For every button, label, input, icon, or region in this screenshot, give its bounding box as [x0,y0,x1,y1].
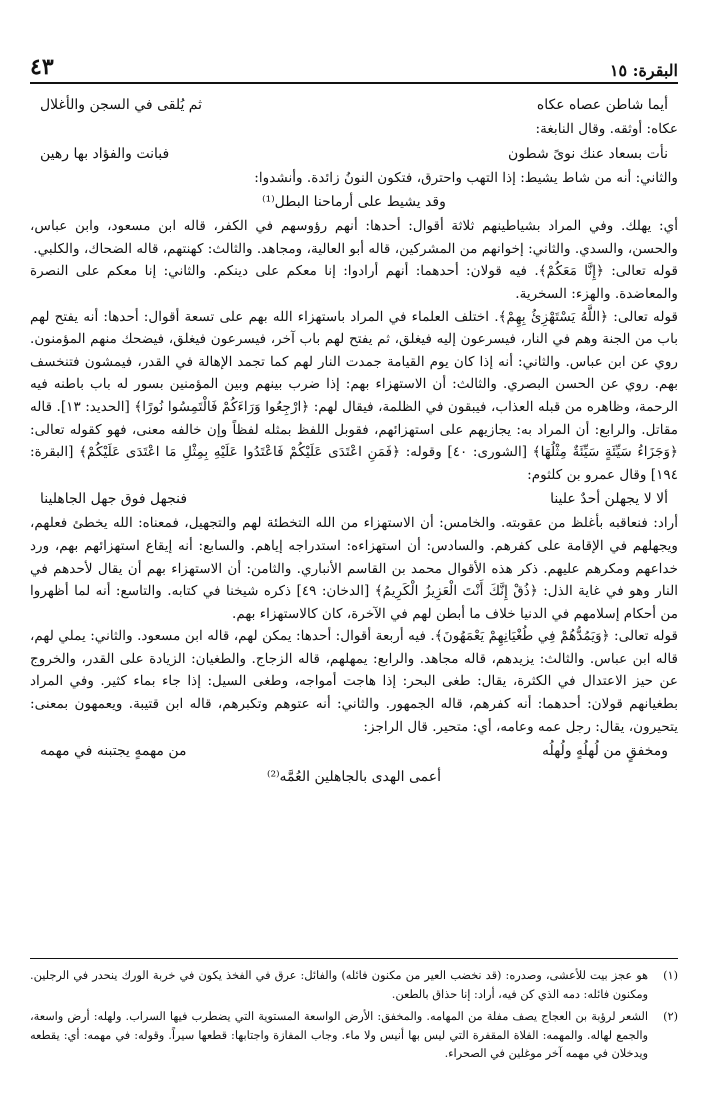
footnote-number: (٢) [663,1010,678,1023]
verse-first-hemistich: ومخفقٍ من لُهلُهٍ ولُهلُه [541,743,668,760]
verse-hemistich: أعمى الهدى بالجاهلين العُمَّه⁽²⁾ [267,769,441,786]
footnote-text: الشعر لرؤبة بن العجاج يصف مفلة من المهامه. والمخفق: الأرض الواسعة المستوية التي يضطرب فيها السراب. ولهله: أرض واسعة، والجمع لهاله. والمهمه: الفلاة المقفرة التي ليس بها أنيس ولا ماء. وجاب المفازة واجتابها: قطعها سيراً. وقوله: في مهمه: أي: يقطعه ويدخلان في مهمه آخر موغلين في الصحراء. [30,1010,648,1060]
verse-second-hemistich: من مهمهٍ يجتبنه في مهمه [40,743,187,760]
running-head: البقرة: ١٥ [609,61,678,80]
paragraph: قوله تعالى: ﴿إِنَّا مَعَكُمْ﴾. فيه قولان: أحدهما: أنهم أرادوا: إنا معكم على دينكم. والثاني: إنا معكم على النصرة والمعاضدة. والهزء: السخرية. [30,263,678,302]
footnotes [30,958,678,1068]
verse-second-hemistich: فبانت والفؤاد بها رهين [40,145,170,162]
paragraph: قوله تعالى: ﴿وَيَمُدُّهُمْ فِي طُغْيَانِهِمْ يَعْمَهُونَ﴾. فيه أربعة أقوال: أحدها: يمكن لهم، قاله ابن مسعود. والثاني: يملي لهم، قاله ابن عباس. والثالث: يزيدهم، قاله مجاهد. والرابع: يمهلهم، قاله الزجاج. والطغيان: الزيادة على القدر، والخروج عن حيز الاعتدال في الكثرة، يقال: طغى البحر: إذا هاجت أمواجه، وطغى السيل: إذا جاء بماء كثير. وفي المراد بطغيانهم قولان: أحدهما: أنه كفرهم، قاله الجمهور. والثاني: أنه عتوهم وتكبرهم، قاله ابن قتيبة. ويعمهون بمعنى: يتحيرون، يقال: رجل عمه وعامه، أي: متحير. قال الراجز: [30,628,678,735]
footnote-text: هو عجز بيت للأعشى، وصدره: (قد نخضب العير من مكنون فائله) والفائل: عرق في الفخذ يكون في خربة الورك ينحدر في الرجلين. ومكنون فائله: دمه الذي كن فيه، أراد: إنا حذاق بالطعن. [30,969,648,1001]
paragraph: قوله تعالى: ﴿اللَّهُ يَسْتَهْزِئُ بِهِمْ﴾. اختلف العلماء في المراد باستهزاء الله بهم على تسعة أقوال: أحدها: أنه يفتح لهم باب من الجنة وهم في النار، فيسرعون إليه فيغلق، ثم يفتح لهم باب آخر، فيسرعون فيغلق، فيضحك منهم المؤمنون. روي عن ابن عباس. والثاني: أنه إذا كان يوم القيامة جمدت النار لهم كما تجمد الإهالة في القدر، فيمشون فتنخسف بهم. روي عن الحسن البصري. والثالث: أن الاستهزاء بهم: إذا ضرب بينهم وبين المؤمنين بسور له باب باطنه فيه الرحمة، وظاهره من قبله العذاب، فيبقون في الظلمة، فيقال لهم: ﴿ارْجِعُوا وَرَاءَكُمْ فَالْتَمِسُوا نُورًا﴾ [الحديد: ١٣]. قاله مقاتل. والرابع: أن المراد به: يجازيهم على استهزائهم، فقوبل اللفظ بمثله لفظاً وإن خالفه معنى، فهو كقوله تعالى: ﴿وَجَزَاءُ سَيِّئَةٍ سَيِّئَةٌ مِثْلُهَا﴾ [الشورى: ٤٠] وقوله: ﴿فَمَنِ اعْتَدَى عَلَيْكُمْ فَاعْتَدُوا عَلَيْهِ بِمِثْلِ مَا اعْتَدَى عَلَيْكُمْ﴾ [البقرة: ١٩٤] وقال عمرو بن كلثوم: [30,308,679,483]
main-text [30,92,678,790]
paragraph: والثاني: أنه من شاط يشيط: إذا التهب واحترق، فتكون النونُ زائدة. وأنشدوا: [254,169,678,186]
verse-line [30,141,678,167]
paragraph: أي: يهلك. وفي المراد بشياطينهم ثلاثة أقوال: أحدها: أنهم رؤوسهم في الكفر، قاله ابن مسعود، وابن عباس، والحسن، والسدي. والثاني: إخوانهم من المشركين، قاله أبو العالية، ومجاهد. والثالث: كهنتهم، قاله الضحاك، والكلبي. [30,218,678,257]
verse-first-hemistich: أيما شاطن عصاه عكاه [536,97,668,113]
verse-first-hemistich: ألا لا يجهلن أحدٌ علينا [550,491,668,508]
verse-hemistich: وقد يشيط على أرماحنا البطل⁽¹⁾ [262,194,446,211]
page-header [30,50,678,84]
page-number: ٤٣ [30,54,54,80]
verse-line [30,486,678,512]
verse-line [30,738,678,764]
footnote [30,1008,678,1064]
verse-second-hemistich: ثم يُلقى في السجن والأغلال [40,97,203,113]
paragraph: أراد: فنعاقبه بأغلظ من عقوبته. والخامس: أن الاستهزاء من الله التخطئة لهم والتجهيل، فمعناه: الله يخطئ فعلهم، ويجهلهم في الإقامة على كفرهم. والسادس: أن استهزاءه: استدراجه إياهم. والسابع: أنه إيقاع استهزائهم بهم، ورد خداعهم ومكرهم عليهم. ذكر هذه الأقوال محمد بن القاسم الأنباري. والثامن: أن الاستهزاء بهم أن يقال لأحدهم في النار وهو في غاية الذل: ﴿ذُقْ إِنَّكَ أَنْتَ الْعَزِيزُ الْكَرِيمُ﴾ [الدخان: ٤٩] ذكره شيخنا في كتابه. والتاسع: أنه لما أظهروا من أحكام إسلامهم في الدنيا خلاف ما أبطن لهم في الآخرة، كان كالاستهزاء بهم. [30,515,679,622]
verse-line [30,92,678,118]
footnote-number: (١) [663,969,678,982]
verse-first-hemistich: نأت بسعاد عنك نوىً شطون [508,145,668,162]
footnote [30,967,678,1004]
verse-second-hemistich: فنجهل فوق جهل الجاهلينا [40,491,188,508]
paragraph: عكاه: أوثقه. وقال النابغة: [535,121,678,137]
